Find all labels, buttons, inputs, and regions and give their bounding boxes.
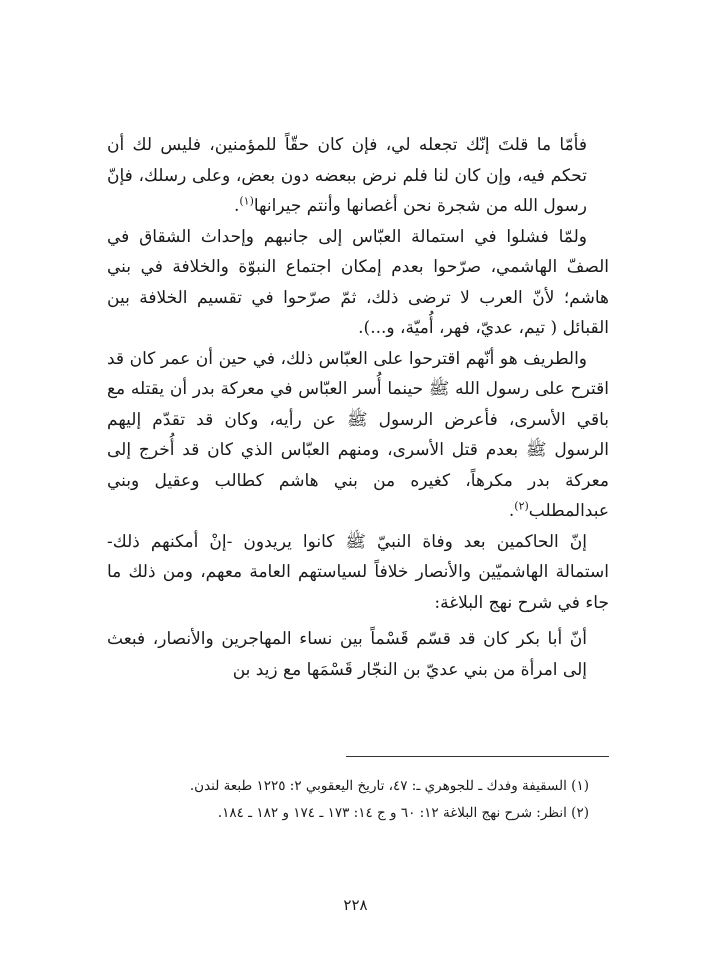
paragraph-rulers: إنّ الحاكمين بعد وفاة النبيّ ﷺ كانوا يريدون -إنْ أمكنهم ذلك- استمالة الهاشميّين والأنصار خلافاً لسياستهم العامة معهم، ومن ذلك ما جاء في شرح نهج البلاغة: <box>107 531 609 613</box>
footnotes <box>107 773 589 827</box>
irony-end: . <box>508 501 515 521</box>
paragraph-irony <box>107 344 609 527</box>
quote-text: فأمّا ما قلتَ إنّك تجعله لي، فإن كان حقّاً للمؤمنين، فليس لك أن تحكم فيه، وإن كان لنا فلم نرض ببعضه دون بعض، وعلى رسلك، فإنّ رسول الله من شجرة نحن أغصانها وأنتم جيرانها <box>107 135 587 216</box>
quote-end: . <box>233 196 240 216</box>
main-text <box>107 130 609 685</box>
irony-text: والطريف هو أنّهم اقترحوا على العبّاس ذلك، في حين أن عمر كان قد اقترح على رسول الله ﷺ حينما أُسر العبّاس في معركة بدر أن يقتله مع باقي الأسرى، فأعرض الرسول ﷺ عن رأيه، وكان قد تقدّم إليهم الرسول ﷺ بعدم قتل الأسرى، ومنهم العبّاس الذي كان قد أُخرج إلى معركة بدر مكرهاً، كغيره من بني هاشم كطالب وعقيل وبني عبدالمطلب <box>107 348 609 521</box>
footnote-divider <box>346 756 609 757</box>
footnote-ref-2: (٢) <box>514 499 529 513</box>
paragraph-failure: ولمّا فشلوا في استمالة العبّاس إلى جانبهم وإحداث الشقاق في الصفّ الهاشمي، صرّحوا بعدم إمكان اجتماع النبوّة والخلافة في بني هاشم؛ لأنّ العرب لا ترضى ذلك، ثمّ صرّحوا في تقسيم الخلافة بين القبائل ( تيم، عديّ، فهر، أُميّة، و...). <box>107 226 609 338</box>
footnote-2: (٢) انظر: شرح نهج البلاغة ١٢: ٦٠ و ج ١٤: ١٧٣ ـ ١٧٤ و ١٨٢ ـ ١٨٤. <box>217 805 589 821</box>
quote-paragraph-abubakr: أنّ أبا بكر كان قد قسّم قَسْماً بين نساء المهاجرين والأنصار، فبعث إلى امرأة من بني عديّ بن النجّار قَسْمَها مع زيد بن <box>107 629 587 680</box>
quote-paragraph-abbas <box>107 130 609 222</box>
page-number: ٢٢٨ <box>343 896 368 914</box>
footnote-1: (١) السقيفة وفدك ـ للجوهري ـ: ٤٧، تاريخ اليعقوبي ٢: ١٢٢٥ طبعة لندن. <box>189 778 589 794</box>
footnote-ref-1: (١) <box>239 194 254 208</box>
